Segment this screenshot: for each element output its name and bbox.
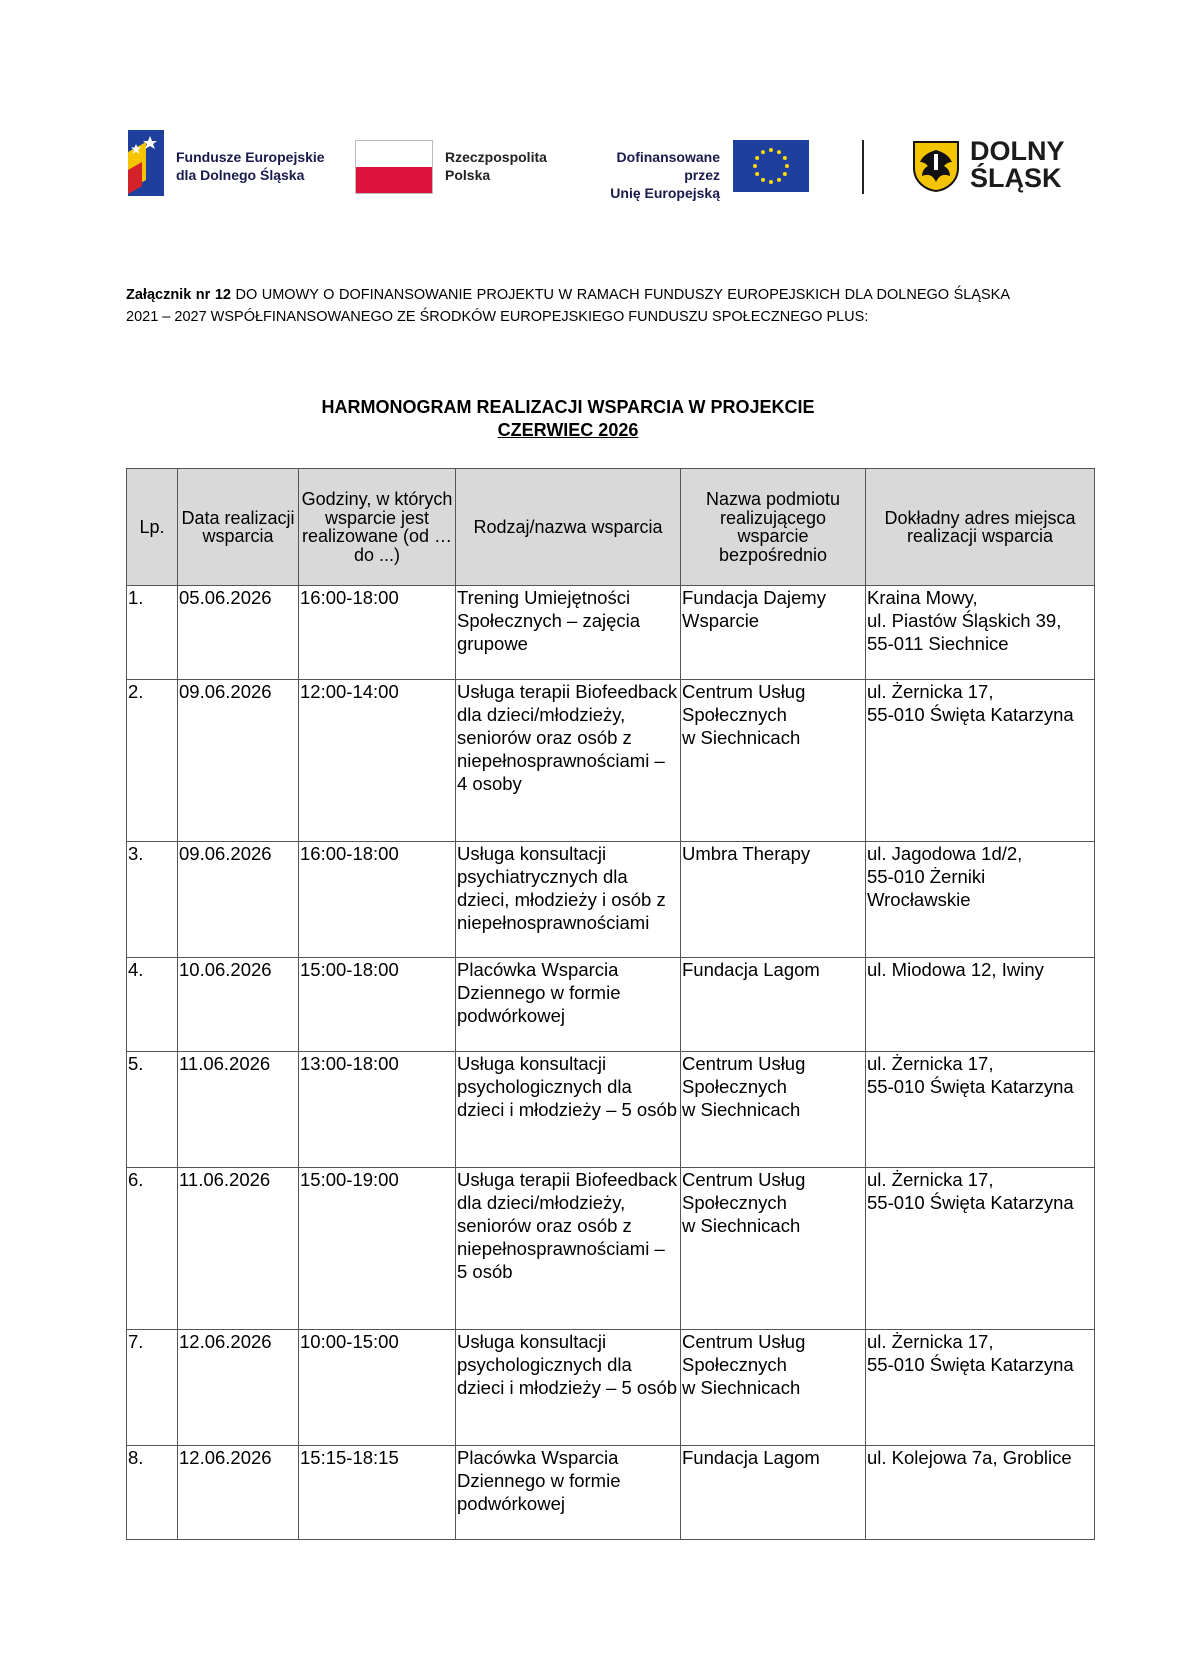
cell-entity: Fundacja Lagom: [681, 1446, 866, 1540]
table-row: [127, 1330, 1095, 1446]
cell-lp: 2.: [127, 680, 178, 842]
eu-star-icon: [783, 156, 787, 160]
cell-address: ul. Żernicka 17, 55-010 Święta Katarzyna: [866, 1168, 1095, 1330]
cell-lp: 8.: [127, 1446, 178, 1540]
schedule-table: [126, 468, 1095, 1540]
cell-lp: 6.: [127, 1168, 178, 1330]
cell-lp: 4.: [127, 958, 178, 1052]
cell-date: 09.06.2026: [178, 680, 299, 842]
eu-star-icon: [753, 164, 757, 168]
document-title: HARMONOGRAM REALIZACJI WSPARCIA W PROJEKCIE: [321, 397, 815, 417]
eu-star-icon: [755, 172, 759, 176]
cell-entity: Umbra Therapy: [681, 842, 866, 958]
cell-support-type: Usługa konsultacji psychologicznych dla dzieci i młodzieży – 5 osób: [456, 1330, 681, 1446]
cell-date: 12.06.2026: [178, 1446, 299, 1540]
cell-support-type: Trening Umiejętności Społecznych – zajęcia grupowe: [456, 586, 681, 680]
cell-entity: Centrum Usług Społecznych w Siechnicach: [681, 1330, 866, 1446]
cell-hours: 10:00-15:00: [299, 1330, 456, 1446]
fundusze-europejskie-logo-icon: [128, 130, 164, 196]
table-row: [127, 680, 1095, 842]
cell-lp: 1.: [127, 586, 178, 680]
eu-star-icon: [777, 150, 781, 154]
cell-hours: 13:00-18:00: [299, 1052, 456, 1168]
eu-star-icon: [777, 178, 781, 182]
table-header-row: [127, 469, 1095, 586]
cell-hours: 16:00-18:00: [299, 842, 456, 958]
eu-star-icon: [761, 178, 765, 182]
attachment-intro: [126, 284, 1010, 328]
cell-lp: 3.: [127, 842, 178, 958]
cell-hours: 12:00-14:00: [299, 680, 456, 842]
cell-date: 05.06.2026: [178, 586, 299, 680]
cell-address: ul. Żernicka 17, 55-010 Święta Katarzyna: [866, 1052, 1095, 1168]
cell-support-type: Usługa terapii Biofeedback dla dzieci/młodzieży, seniorów oraz osób z niepełnosprawnościami – 4 osoby: [456, 680, 681, 842]
header-entity: Nazwa podmiotu realizującego wsparcie bezpośrednio: [681, 469, 866, 586]
cell-date: 12.06.2026: [178, 1330, 299, 1446]
cell-date: 09.06.2026: [178, 842, 299, 958]
eu-star-icon: [785, 164, 789, 168]
fe-logo-text: Fundusze Europejskie dla Dolnego Śląska: [176, 149, 325, 183]
cell-hours: 15:15-18:15: [299, 1446, 456, 1540]
cell-address: ul. Żernicka 17, 55-010 Święta Katarzyna: [866, 1330, 1095, 1446]
eu-flag-icon: [733, 140, 809, 192]
cell-lp: 5.: [127, 1052, 178, 1168]
cell-date: 10.06.2026: [178, 958, 299, 1052]
cell-lp: 7.: [127, 1330, 178, 1446]
attachment-number: Załącznik nr 12: [126, 287, 231, 303]
table-row: [127, 586, 1095, 680]
cell-date: 11.06.2026: [178, 1168, 299, 1330]
document-subtitle: CZERWIEC 2026: [497, 420, 639, 440]
cell-address: ul. Żernicka 17, 55-010 Święta Katarzyna: [866, 680, 1095, 842]
header-address: Dokładny adres miejsca realizacji wsparcia: [866, 469, 1095, 586]
cell-support-type: Usługa terapii Biofeedback dla dzieci/młodzieży, seniorów oraz osób z niepełnosprawnościami – 5 osób: [456, 1168, 681, 1330]
eu-star-icon: [769, 180, 773, 184]
table-row: [127, 1168, 1095, 1330]
cell-hours: 15:00-18:00: [299, 958, 456, 1052]
poland-flag-icon: [355, 140, 433, 194]
table-row: [127, 842, 1095, 958]
cell-hours: 16:00-18:00: [299, 586, 456, 680]
cell-entity: Fundacja Dajemy Wsparcie: [681, 586, 866, 680]
table-row: [127, 958, 1095, 1052]
eu-star-icon: [783, 172, 787, 176]
logo-bar: [0, 128, 1188, 201]
cell-date: 11.06.2026: [178, 1052, 299, 1168]
table-row: [127, 1446, 1095, 1540]
cell-address: ul. Miodowa 12, Iwiny: [866, 958, 1095, 1052]
cell-entity: Centrum Usług Społecznych w Siechnicach: [681, 680, 866, 842]
attachment-description: DO UMOWY O DOFINANSOWANIE PROJEKTU W RAMACH FUNDUSZY EUROPEJSKICH DLA DOLNEGO ŚLĄSKA 2021 – 2027 WSPÓŁFINANSOWANEGO ZE ŚRODKÓW EUROPEJSKIEGO FUNDUSZU SPOŁECZNEGO PLUS:: [126, 287, 1010, 325]
eu-star-icon: [761, 150, 765, 154]
cell-address: ul. Kolejowa 7a, Groblice: [866, 1446, 1095, 1540]
cell-entity: Centrum Usług Społecznych w Siechnicach: [681, 1052, 866, 1168]
logo-divider: [862, 140, 864, 194]
cell-entity: Centrum Usług Społecznych w Siechnicach: [681, 1168, 866, 1330]
cell-entity: Fundacja Lagom: [681, 958, 866, 1052]
cell-support-type: Usługa konsultacji psychologicznych dla dzieci i młodzieży – 5 osób: [456, 1052, 681, 1168]
eu-logo-text: Dofinansowane przez Unię Europejską: [610, 149, 720, 201]
pl-logo-text: Rzeczpospolita Polska: [445, 149, 547, 183]
table-row: [127, 1052, 1095, 1168]
eu-star-icon: [769, 148, 773, 152]
eu-star-icon: [755, 156, 759, 160]
cell-support-type: Placówka Wsparcia Dziennego w formie podwórkowej: [456, 1446, 681, 1540]
header-date: Data realizacji wsparcia: [178, 469, 299, 586]
cell-support-type: Usługa konsultacji psychiatrycznych dla dzieci, młodzieży i osób z niepełnosprawnościami: [456, 842, 681, 958]
cell-support-type: Placówka Wsparcia Dziennego w formie podwórkowej: [456, 958, 681, 1052]
cell-address: ul. Jagodowa 1d/2, 55-010 Żerniki Wrocławskie: [866, 842, 1095, 958]
dolny-slask-crest-icon: [912, 140, 960, 192]
cell-address: Kraina Mowy, ul. Piastów Śląskich 39, 55-011 Siechnice: [866, 586, 1095, 680]
header-lp: Lp.: [127, 469, 178, 586]
dolny-slask-logo-text: DOLNY ŚLĄSK: [970, 136, 1065, 193]
header-support-type: Rodzaj/nazwa wsparcia: [456, 469, 681, 586]
cell-hours: 15:00-19:00: [299, 1168, 456, 1330]
header-hours: Godziny, w których wsparcie jest realizowane (od … do ...): [299, 469, 456, 586]
